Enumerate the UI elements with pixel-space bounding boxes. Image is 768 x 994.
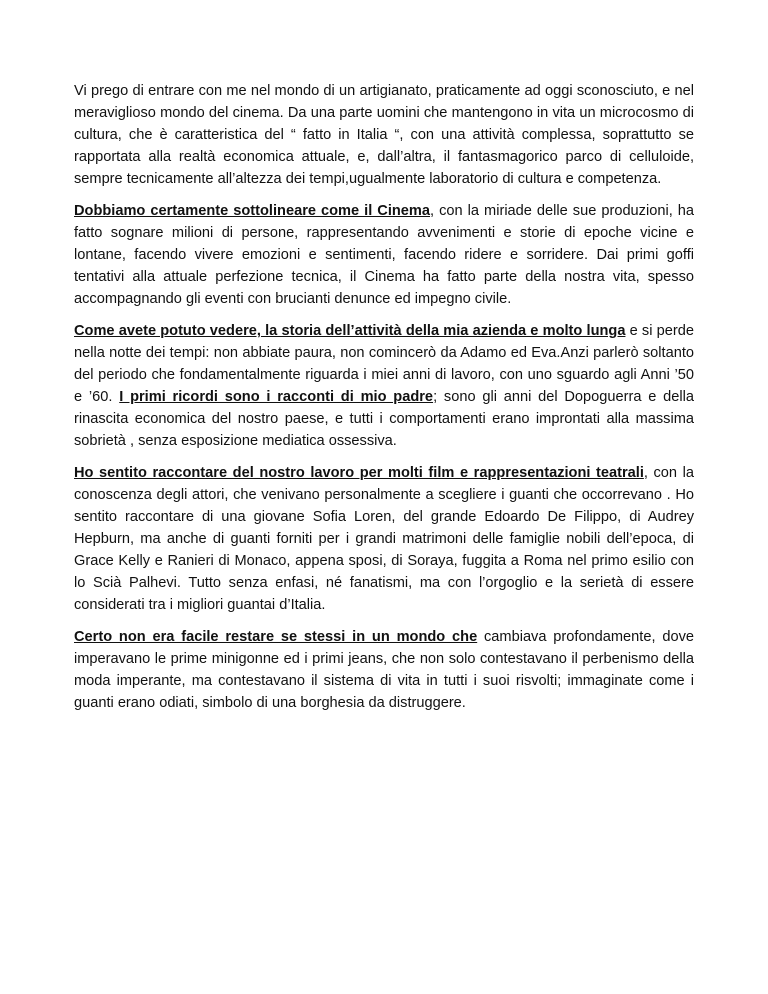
paragraph-text: , con la conoscenza degli attori, che venivano personalmente a scegliere i guanti che occorrevano . Ho sentito raccontare di una giovane Sofia Loren, del grande Edoardo De Filippo, di Audrey Hepburn, ma anche di guanti forniti per i grandi matrimoni delle famiglie nobili dell’epoca, di Grace Kelly e Ranieri di Monaco, appena sposi, di Soraya, fuggita a Roma nel primo esilio con lo Scià Palhevi. Tutto senza enfasi, né fanatismi, ma con l’orgoglio e la serietà di essere considerati tra i migliori guantai d’Italia. <box>74 465 694 613</box>
paragraph-text: Vi prego di entrare con me nel mondo di un artigianato, praticamente ad oggi sconosciuto, e nel meraviglioso mondo del cinema. Da una parte uomini che mantengono in vita un microcosmo di cultura, che è caratteristica del “ fatto in Italia “, con una attività complessa, soprattutto se rapportata alla realtà economica attuale, e, dall’altra, il fantasmagorico parco di celluloide, sempre tecnicamente all’altezza dei tempi,ugualmente laboratorio di cultura e competenza. <box>74 83 694 187</box>
paragraph-changing-world <box>74 626 694 714</box>
paragraph-cinema <box>74 200 694 310</box>
paragraph-text: e si perde nella notte dei tempi: non abbiate paura, non comincerò da Adamo ed Eva.Anzi parlerò soltanto del periodo che fondamentalmente riguarda i miei anni di lavoro, con uno sguardo agli Anni ’50 e ’60. <box>74 323 694 405</box>
paragraph-lead-underlined: Certo non era facile restare se stessi in un mondo che <box>74 629 478 645</box>
paragraph-lead-underlined: Dobbiamo certamente sottolineare come il Cinema <box>74 203 431 219</box>
paragraph-text-secondary: ; sono gli anni del Dopoguerra e della rinascita economica del nostro paese, e tutti i comportamenti erano improntati alla massima sobrietà , senza esposizione mediatica ossessiva. <box>74 389 694 449</box>
paragraph-text: cambiava profondamente, dove imperavano le prime minigonne ed i primi jeans, che non solo contestavano il perbenismo della moda imperante, ma contestavano il sistema di vita in tutti i suoi risvolti; immaginate come i guanti erano odiati, simbolo di una borghesia da distruggere. <box>74 629 694 711</box>
paragraph-intro <box>74 80 694 190</box>
paragraph-lead-underlined: Come avete potuto vedere, la storia dell’attività della mia azienda e molto lunga <box>74 323 626 339</box>
document-page <box>74 80 694 724</box>
paragraph-company-history <box>74 320 694 452</box>
paragraph-text: , con la miriade delle sue produzioni, ha fatto sognare milioni di persone, rappresentando avvenimenti e storie di epoche vicine e lontane, facendo vivere emozioni e sentimenti, facendo ridere e sorridere. Dai primi goffi tentativi alla attuale perfezione tecnica, il Cinema ha fatto parte della nostra vita, spesso accompagnando gli eventi con brucianti denunce ed impegno civile. <box>74 203 695 307</box>
paragraph-lead-underlined-secondary: I primi ricordi sono i racconti di mio padre <box>119 389 434 405</box>
paragraph-film-stories <box>74 462 694 616</box>
paragraph-lead-underlined: Ho sentito raccontare del nostro lavoro per molti film e rappresentazioni teatrali <box>74 465 644 481</box>
